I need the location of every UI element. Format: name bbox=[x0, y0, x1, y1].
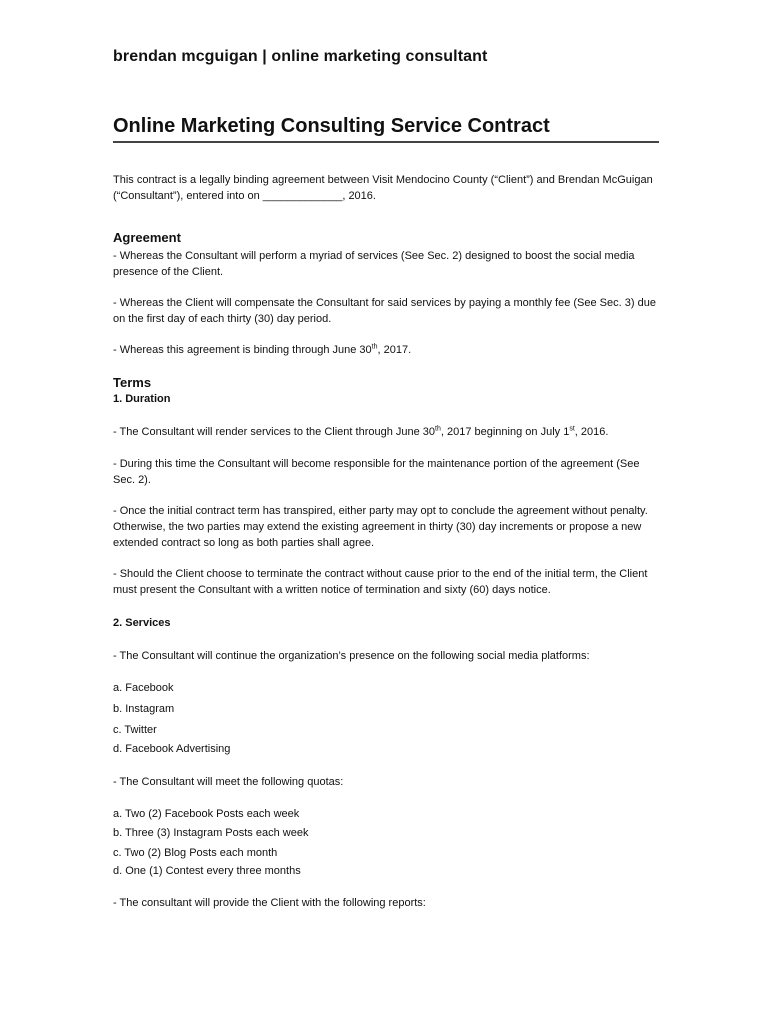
duration-clause-1 bbox=[113, 424, 661, 440]
platform-item: c. Twitter bbox=[113, 724, 157, 736]
platform-item: a. Facebook bbox=[113, 682, 174, 694]
duration-clause-1-end: , 2016. bbox=[574, 426, 609, 438]
quota-item: a. Two (2) Facebook Posts each week bbox=[113, 808, 300, 820]
document-header: brendan mcguigan | online marketing consultant bbox=[113, 48, 488, 65]
duration-clause-2: - During this time the Consultant will become responsible for the maintenance portion of the agreement (See Sec. 2). bbox=[113, 458, 640, 486]
quota-item: d. One (1) Contest every three months bbox=[113, 865, 301, 877]
services-clause-3: - The consultant will provide the Client with the following reports: bbox=[113, 897, 426, 909]
duration-clause-1-text: - The Consultant will render services to the Client through June 30 bbox=[113, 426, 436, 438]
agreement-clause-3-text: - Whereas this agreement is binding through June 30 bbox=[113, 344, 372, 356]
duration-clause-1-sup-1: th bbox=[435, 425, 441, 433]
services-heading: 2. Services bbox=[113, 617, 171, 629]
quota-item: b. Three (3) Instagram Posts each week bbox=[113, 827, 309, 839]
duration-clause-1-mid: , 2017 beginning on July 1 bbox=[440, 426, 570, 438]
agreement-heading: Agreement bbox=[113, 230, 181, 245]
agreement-clause-3-sup: th bbox=[371, 343, 378, 351]
duration-clause-3: - Once the initial contract term has transpired, either party may opt to conclude the agreement without penalty. Otherwise, the two parties may extend the existing agreement in thirty (30) day increments or propose a new extended contract so long as both parties shall agree. bbox=[113, 505, 648, 549]
document-title: Online Marketing Consulting Service Contract bbox=[113, 115, 659, 143]
agreement-clause-2: - Whereas the Client will compensate the Consultant for said services by paying a monthly fee (See Sec. 3) due on the first day of each thirty (30) day period. bbox=[113, 297, 656, 325]
intro-paragraph: This contract is a legally binding agreement between Visit Mendocino County (“Client”) and Brendan McGuigan (“Consultant”), entered into on _____________, 2016. bbox=[113, 174, 653, 202]
agreement-clause-1: - Whereas the Consultant will perform a myriad of services (See Sec. 2) designed to boost the social media presence of the Client. bbox=[113, 250, 635, 278]
agreement-clause-3 bbox=[113, 342, 661, 358]
quota-item: c. Two (2) Blog Posts each month bbox=[113, 847, 278, 859]
terms-heading: Terms bbox=[113, 375, 152, 390]
platform-item: d. Facebook Advertising bbox=[113, 743, 231, 755]
services-clause-2: - The Consultant will meet the following quotas: bbox=[113, 776, 344, 788]
agreement-clause-3-end: , 2017. bbox=[377, 344, 412, 356]
duration-heading: 1. Duration bbox=[113, 393, 171, 405]
services-clause-1: - The Consultant will continue the organization’s presence on the following social media platforms: bbox=[113, 650, 590, 662]
duration-clause-1-sup-2: st bbox=[569, 425, 575, 433]
duration-clause-4: - Should the Client choose to terminate the contract without cause prior to the end of the initial term, the Client must present the Consultant with a written notice of termination and sixty (60) days notice. bbox=[113, 568, 648, 596]
platform-item: b. Instagram bbox=[113, 703, 175, 715]
